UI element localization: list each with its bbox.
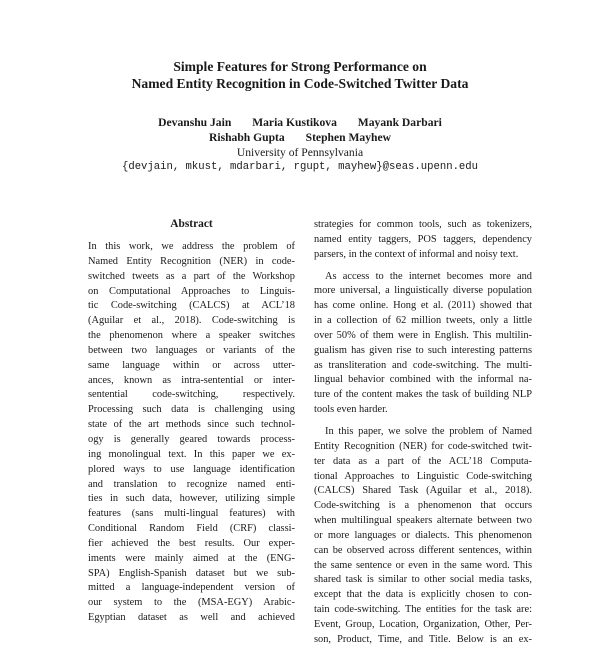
text-line: and translation to recognize named enti- [88,478,295,490]
author-block [0,115,600,175]
text-line: strategies for common tools, such as tokenizers, [314,219,532,230]
text-line: tional Approaches to Linguistic Code-switching [314,470,532,482]
title-line: Simple Features for Strong Performance on [173,59,427,74]
abstract-heading: Abstract [170,218,213,230]
text-line: shared task is similar to other social media tasks, [314,574,532,586]
text-line: ogy is generally geared towards process- [88,433,295,445]
text-line: plored ways to use language identification [88,463,295,475]
text-line: can be observed across different sentences, within [314,544,532,556]
text-line: as transliteration and code-switching. The multi- [314,359,532,371]
author-name: Rishabh Gupta [209,131,285,144]
text-line: ing monolingual text. In this paper we ex- [88,448,295,460]
text-line: sentential code-switching, respectively. [88,389,295,401]
author-name: Devanshu Jain [158,116,232,129]
author-name: Maria Kustikova [252,116,337,129]
text-line: lingual behavior combined with the informal na- [314,374,532,386]
author-name: Mayank Darbari [357,116,442,129]
text-line: tain code-switching. The entities for the task are: [314,604,532,616]
text-line: has come online. Hong et al. (2011) showed that [314,300,532,312]
text-line: ture of the content makes the task of building NLP [314,389,532,401]
text-line: Code-switching is a phenomenon that occurs [314,500,532,512]
text-line: Conditional Random Field (CRF) classi- [88,523,295,535]
text-line: our system to the (MSA-EGY) Arabic- [88,597,295,609]
text-line: the phenomenon where a speaker switches [88,330,295,342]
text-line: more universal, a linguistically diverse population [314,285,532,297]
text-line: son, Product, Time, and Title. Below is an ex- [314,633,532,645]
text-line: when multilingual speakers alternate between two [314,515,532,527]
text-line: or more languages or dialects. This phenomenon [314,529,532,541]
author-emails: {devjain, mkust, mdarbari, rgupt, mayhew}@seas.upenn.edu [121,161,478,173]
text-line: (Aguilar et al., 2018). Code-switching is [88,315,295,327]
text-line: mitted a language-independent version of [88,582,295,594]
affiliation: University of Pennsylvania [236,146,364,159]
text-line: Processing such data is challenging using [88,404,295,416]
text-line: named entity taggers, POS taggers, dependency [314,233,532,245]
text-line: between two languages or variants of the [88,344,295,356]
text-line: iments were mainly aimed at the (ENG- [88,552,295,564]
paragraph [314,218,532,263]
text-line: Entity Recognition (NER) for code-switched twit- [314,440,532,452]
text-line: ances, known as intra-sentential or inter- [88,374,295,386]
text-line: fier achieved the best results. Our exper- [88,537,295,549]
paper-title [0,58,600,92]
text-line: Event, Group, Location, Organization, Other, Per- [314,618,532,630]
text-line: SPA) English-Spanish dataset but we sub- [88,567,295,579]
author-name: Stephen Mayhew [305,131,391,144]
text-line: state of the art methods since such technol- [88,419,295,431]
text-line: same language within or across utter- [88,359,295,371]
author-line-1 [0,115,600,130]
abstract-column [88,218,295,626]
text-line: in a collection of 62 million tweets, only a little [314,315,532,327]
text-line: In this work, we address the problem of [88,241,295,252]
text-line: gualism has given rise to such interesting patterns [314,344,532,356]
text-line: ter data as a part of the ACL’18 Computa- [314,455,532,467]
text-line: features (sans multi-lingual features) with [88,508,295,520]
paragraph [314,425,532,648]
text-line: over 50% of them were in English. This multilin- [314,329,532,341]
title-line: Named Entity Recognition in Code-Switched Twitter Data [131,76,469,91]
text-line: Egyptian dataset as well and achieved [88,612,295,624]
text-line: As access to the internet becomes more and [325,270,532,282]
abstract-body [88,240,295,626]
text-line: In this paper, we solve the problem of Named [325,425,532,437]
text-line: tools even harder. [314,404,388,416]
text-line: parsers, in the context of informal and noisy text. [314,248,519,260]
text-line: the same sentence or even in the same word. This [314,559,532,571]
text-line: except that the data is explicitly chosen to con- [314,589,532,601]
text-line: switched tweets as a part of the Workshop [88,270,295,282]
text-line: Named Entity Recognition (NER) in code- [88,255,295,267]
intro-column [314,218,532,648]
author-line-2 [0,130,600,145]
text-line: on Computational Approaches to Linguis- [88,285,295,297]
text-line: (CALCS) Shared Task (Aguilar et al., 2018). [314,485,532,497]
paragraph [314,270,532,418]
text-line: tic Code-switching (CALCS) at ACL’18 [88,300,295,312]
text-line: ties in such data, however, utilizing simple [88,493,295,505]
